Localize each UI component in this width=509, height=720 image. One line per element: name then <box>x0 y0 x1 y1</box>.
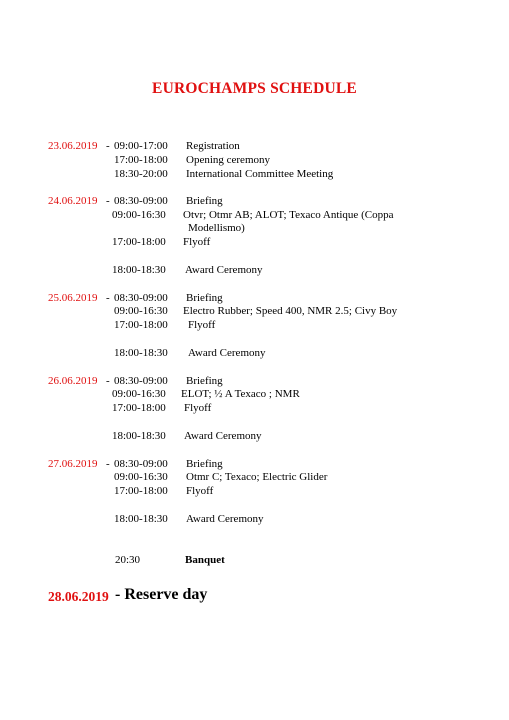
activity: ELOT; ½ A Texaco ; NMR <box>181 388 300 400</box>
time-slot: 18:00-18:30 <box>112 264 166 276</box>
time-slot: 09:00-16:30 <box>114 471 168 483</box>
activity: Award Ceremony <box>184 430 262 442</box>
time-slot: 18:00-18:30 <box>112 430 166 442</box>
activity: Flyoff <box>186 485 214 497</box>
activity: Briefing <box>186 195 223 207</box>
date-separator: - <box>106 292 110 304</box>
activity: Award Ceremony <box>185 264 263 276</box>
reserve-date: 28.06.2019 <box>48 589 109 604</box>
activity: Flyoff <box>184 402 212 414</box>
time-slot: 09:00-16:30 <box>112 209 166 221</box>
activity: Registration <box>186 140 240 152</box>
time-slot: 09:00-16:30 <box>112 388 166 400</box>
day-date: 27.06.2019 <box>48 458 98 470</box>
time-slot: 08:30-09:00 <box>114 458 168 470</box>
activity: Otmr C; Texaco; Electric Glider <box>186 471 328 483</box>
time-slot: 17:00-18:00 <box>112 402 166 414</box>
day-date: 25.06.2019 <box>48 292 98 304</box>
time-slot: 18:30-20:00 <box>114 168 168 180</box>
banquet-label: Banquet <box>185 554 225 566</box>
day-date: 24.06.2019 <box>48 195 98 207</box>
activity: Briefing <box>186 375 223 387</box>
time-slot: 08:30-09:00 <box>114 292 168 304</box>
day-date: 23.06.2019 <box>48 140 98 152</box>
page-title: EUROCHAMPS SCHEDULE <box>152 80 357 97</box>
activity-continued: Modellismo) <box>188 222 245 234</box>
activity: Briefing <box>186 292 223 304</box>
activity: Award Ceremony <box>186 513 264 525</box>
time-slot: 18:00-18:30 <box>114 347 168 359</box>
date-separator: - <box>106 195 110 207</box>
time-slot: 08:30-09:00 <box>114 195 168 207</box>
time-slot: 09:00-16:30 <box>114 305 168 317</box>
activity: Otvr; Otmr AB; ALOT; Texaco Antique (Coppa <box>183 209 394 221</box>
time-slot: 08:30-09:00 <box>114 375 168 387</box>
date-separator: - <box>106 458 110 470</box>
activity: Flyoff <box>183 236 211 248</box>
time-slot: 09:00-17:00 <box>114 140 168 152</box>
activity: Opening ceremony <box>186 154 270 166</box>
time-slot: 17:00-18:00 <box>114 485 168 497</box>
date-separator: - <box>106 140 110 152</box>
time-slot: 18:00-18:30 <box>114 513 168 525</box>
date-separator: - <box>106 375 110 387</box>
time-slot: 17:00-18:00 <box>112 236 166 248</box>
activity: Briefing <box>186 458 223 470</box>
time-slot: 17:00-18:00 <box>114 154 168 166</box>
reserve-day-label: - Reserve day <box>115 586 208 603</box>
activity: Award Ceremony <box>188 347 266 359</box>
activity: Flyoff <box>188 319 216 331</box>
day-date: 26.06.2019 <box>48 375 98 387</box>
time-slot: 17:00-18:00 <box>114 319 168 331</box>
activity: International Committee Meeting <box>186 168 334 180</box>
time-slot: 20:30 <box>115 554 141 566</box>
activity: Electro Rubber; Speed 400, NMR 2.5; Civy Boy <box>183 305 398 317</box>
